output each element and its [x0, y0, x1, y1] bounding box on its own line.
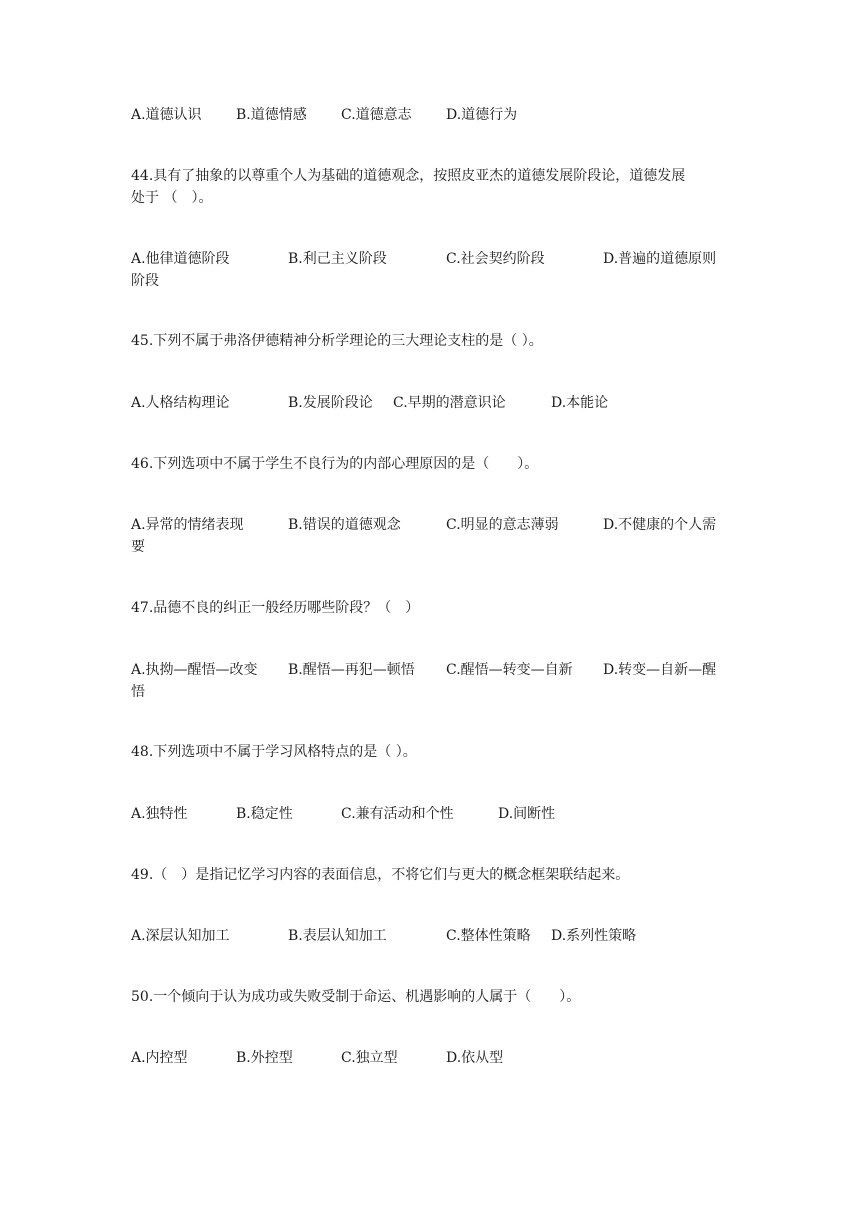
q50-option-a: A.内控型 — [131, 1050, 188, 1066]
q44-option-b: B.利己主义阶段 — [288, 251, 387, 267]
q47-option-c: C.醒悟—转变—自新 — [446, 662, 573, 678]
q46-option-a: A.异常的情绪表现 — [131, 517, 244, 533]
q45-stem: 45.下列不属于弗洛伊德精神分析学理论的三大理论支柱的是（ ）。 — [131, 333, 543, 349]
q49-option-d: D.系列性策略 — [551, 928, 637, 944]
q45-option-b: B.发展阶段论 — [288, 395, 373, 411]
q46-option-c: C.明显的意志薄弱 — [446, 517, 559, 533]
q43-option-b: B.道德情感 — [236, 107, 307, 123]
q47-option-b: B.醒悟—再犯—顿悟 — [288, 662, 415, 678]
q44-stem-line1: 44.具有了抽象的以尊重个人为基础的道德观念，按照皮亚杰的道德发展阶段论，道德发展 — [131, 168, 686, 184]
q43-option-c: C.道德意志 — [341, 107, 412, 123]
q45-option-c: C.早期的潜意识论 — [393, 395, 506, 411]
q47-option-d: D.转变—自新—醒 — [603, 662, 717, 678]
q50-option-c: C.独立型 — [341, 1050, 398, 1066]
q45-option-a: A.人格结构理论 — [131, 395, 230, 411]
q46-option-b: B.错误的道德观念 — [288, 517, 401, 533]
q44-stem-line2: 处于 （ ）。 — [131, 190, 213, 206]
q49-option-c: C.整体性策略 — [446, 928, 531, 944]
q44-option-d-wrap: 阶段 — [131, 273, 159, 289]
q43-option-a: A.道德认识 — [131, 107, 202, 123]
q47-option-a: A.执拗—醒悟—改变 — [131, 662, 258, 678]
q48-option-b: B.稳定性 — [236, 806, 293, 822]
q47-option-d-wrap: 悟 — [131, 684, 145, 700]
q43-option-d: D.道德行为 — [446, 107, 518, 123]
q46-stem: 46.下列选项中不属于学生不良行为的内部心理原因的是（ ）。 — [131, 456, 539, 472]
q46-option-d: D.不健康的个人需 — [603, 517, 717, 533]
q49-option-b: B.表层认知加工 — [288, 928, 387, 944]
q47-stem: 47.品德不良的纠正一般经历哪些阶段？（ ） — [131, 600, 420, 616]
q49-stem: 49.（ ）是指记忆学习内容的表面信息，不将它们与更大的概念框架联结起来。 — [131, 867, 630, 883]
q46-option-d-wrap: 要 — [131, 539, 145, 555]
q44-option-c: C.社会契约阶段 — [446, 251, 545, 267]
q45-option-d: D.本能论 — [551, 395, 609, 411]
q50-option-b: B.外控型 — [236, 1050, 293, 1066]
q50-option-d: D.依从型 — [446, 1050, 504, 1066]
q48-stem: 48.下列选项中不属于学习风格特点的是（ ）。 — [131, 744, 417, 760]
q48-option-d: D.间断性 — [498, 806, 556, 822]
q48-option-a: A.独特性 — [131, 806, 188, 822]
q44-option-a: A.他律道德阶段 — [131, 251, 230, 267]
q48-option-c: C.兼有活动和个性 — [341, 806, 454, 822]
q44-option-d: D.普遍的道德原则 — [603, 251, 717, 267]
q49-option-a: A.深层认知加工 — [131, 928, 230, 944]
q50-stem: 50.一个倾向于认为成功或失败受制于命运、机遇影响的人属于（ ）。 — [131, 989, 581, 1005]
